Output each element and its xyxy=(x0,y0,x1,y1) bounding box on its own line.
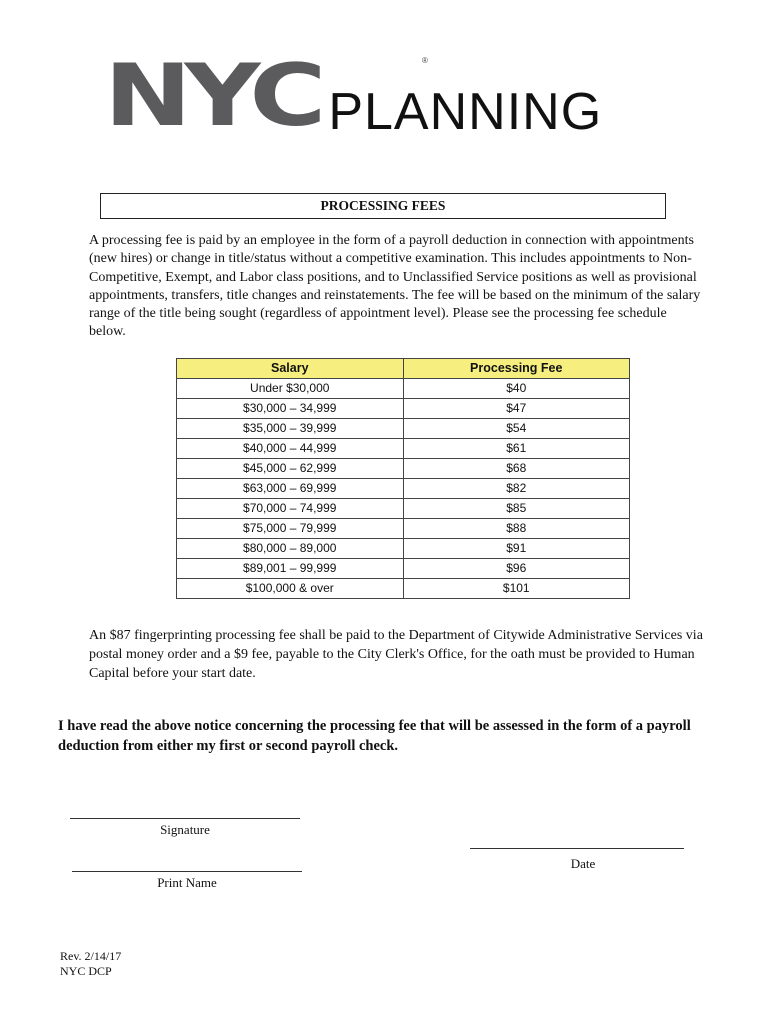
fee-cell: $54 xyxy=(403,419,630,439)
table-row xyxy=(177,379,630,399)
fee-cell: $101 xyxy=(403,579,630,599)
salary-header: Salary xyxy=(177,359,404,379)
table-header-row xyxy=(177,359,630,379)
fee-cell: $47 xyxy=(403,399,630,419)
salary-cell: $100,000 & over xyxy=(177,579,404,599)
table-row xyxy=(177,559,630,579)
salary-cell: $30,000 – 34,999 xyxy=(177,399,404,419)
registered-mark: ® xyxy=(422,56,428,65)
table-row xyxy=(177,539,630,559)
processing-fee-header: Processing Fee xyxy=(403,359,630,379)
salary-cell: Under $30,000 xyxy=(177,379,404,399)
table-row xyxy=(177,499,630,519)
fee-cell: $85 xyxy=(403,499,630,519)
salary-cell: $45,000 – 62,999 xyxy=(177,459,404,479)
fee-cell: $91 xyxy=(403,539,630,559)
revision-date: Rev. 2/14/17 xyxy=(60,949,122,963)
signature-line[interactable] xyxy=(70,818,300,819)
salary-cell: $75,000 – 79,999 xyxy=(177,519,404,539)
salary-cell: $40,000 – 44,999 xyxy=(177,439,404,459)
salary-cell: $89,001 – 99,999 xyxy=(177,559,404,579)
fee-cell: $68 xyxy=(403,459,630,479)
table-row xyxy=(177,579,630,599)
fee-cell: $96 xyxy=(403,559,630,579)
fee-schedule-table xyxy=(176,358,630,599)
salary-cell: $70,000 – 74,999 xyxy=(177,499,404,519)
table-row xyxy=(177,439,630,459)
logo-planning-wordmark: PLANNING xyxy=(328,83,603,141)
salary-cell: $80,000 – 89,000 xyxy=(177,539,404,559)
footer xyxy=(60,949,121,979)
fee-cell: $40 xyxy=(403,379,630,399)
org-code: NYC DCP xyxy=(60,964,112,978)
table-row xyxy=(177,399,630,419)
table-row xyxy=(177,479,630,499)
date-line[interactable] xyxy=(470,848,684,849)
nyc-planning-logo xyxy=(104,46,603,146)
table-row xyxy=(177,419,630,439)
print-name-label: Print Name xyxy=(157,875,217,890)
acknowledgement-statement: I have read the above notice concerning the processing fee that will be assessed in the form of a payroll deduction from either my first or second payroll check. xyxy=(58,718,691,754)
salary-cell: $35,000 – 39,999 xyxy=(177,419,404,439)
logo-nyc-wordmark: NYC xyxy=(104,46,320,146)
date-label: Date xyxy=(570,856,596,871)
fee-cell: $61 xyxy=(403,439,630,459)
salary-cell: $63,000 – 69,999 xyxy=(177,479,404,499)
fingerprint-fee-paragraph: An $87 fingerprinting processing fee shall be paid to the Department of Citywide Administrative Services via postal money order and a $9 fee, payable to the City Clerk's Office, for the oath must be provided to Human Capital before your start date. xyxy=(89,628,703,681)
signature-label: Signature xyxy=(160,822,210,837)
page-title: PROCESSING FEES xyxy=(100,193,666,219)
table-row xyxy=(177,519,630,539)
print-name-line[interactable] xyxy=(72,871,302,872)
fee-cell: $82 xyxy=(403,479,630,499)
intro-paragraph: A processing fee is paid by an employee in the form of a payroll deduction in connection with appointments (new hires) or change in title/status without a competitive examination. This includes appointments to Non-Competitive, Exempt, and Labor class positions, and to Unclassified Service positions as well as provisional appointments, transfers, title changes and reinstatements. The fee will be based on the minimum of the salary range of the title being sought (regardless of appointment level). Please see the processing fee schedule below. xyxy=(89,233,701,340)
table-row xyxy=(177,459,630,479)
fee-cell: $88 xyxy=(403,519,630,539)
